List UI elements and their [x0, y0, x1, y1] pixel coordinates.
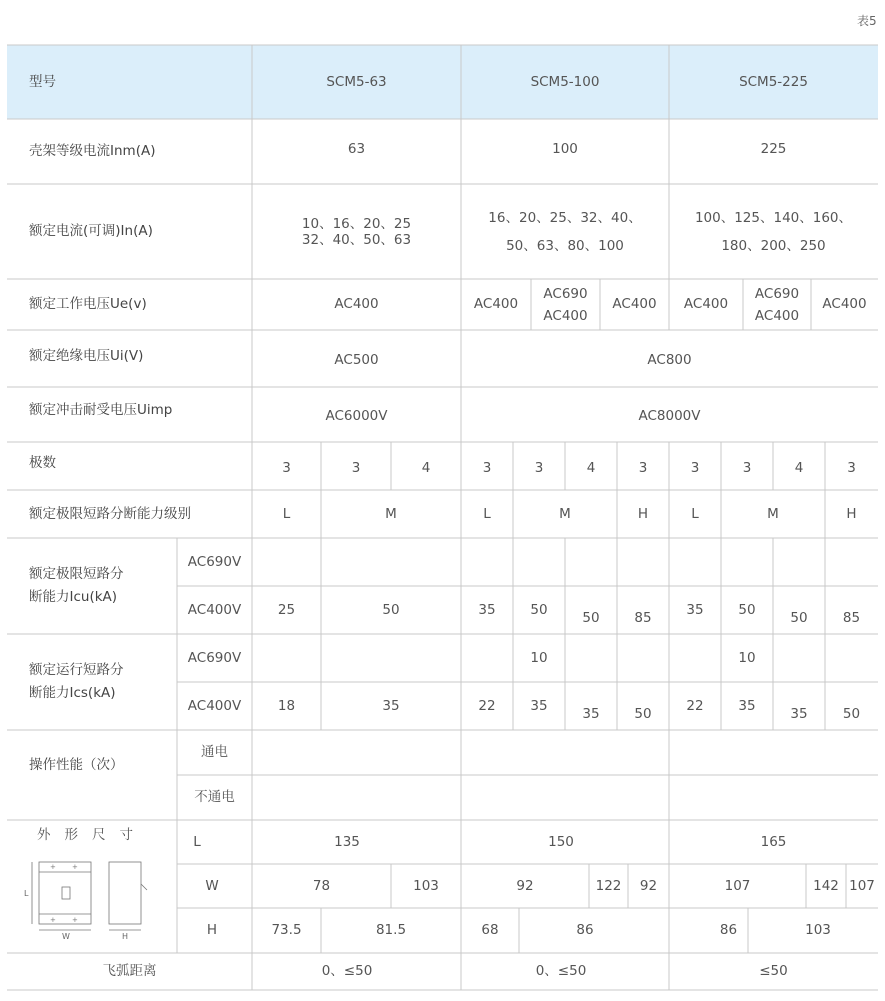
dim-h-cell: 86 — [719, 922, 738, 938]
model-scm5-63: SCM5-63 — [326, 73, 387, 90]
dim-l-63: 135 — [334, 833, 360, 850]
rated-current-225-line1: 100、125、140、160、 — [694, 209, 853, 226]
ics-ac400-cell: 35 — [382, 697, 400, 714]
arc-distance-63: 0、≤50 — [321, 963, 373, 979]
arc-distance-label: 飞弧距离 — [102, 963, 157, 979]
ics-label — [7, 634, 177, 730]
poles-cell: 4 — [421, 459, 431, 476]
diagram-label-h: H — [122, 932, 129, 941]
svg-text:+: + — [72, 863, 78, 871]
icu-sub-ac690: AC690V — [187, 553, 242, 570]
icu-ac400-cell: 85 — [842, 609, 861, 626]
breaking-level-cell: H — [637, 505, 649, 522]
dim-w-cell: 107 — [724, 877, 751, 894]
ics-ac690-cell: 10 — [738, 649, 756, 666]
breaking-level-label: 额定极限短路分断能力级别 — [29, 505, 191, 522]
dim-w-cell: 78 — [312, 877, 331, 894]
dim-l-225: 165 — [760, 833, 787, 850]
operation-sub-powered: 通电 — [201, 744, 228, 760]
working-voltage-225-b2: AC400 — [754, 307, 800, 324]
frame-current-label: 壳架等级电流Inm(A) — [29, 143, 156, 159]
dim-w-cell: 103 — [413, 877, 439, 894]
icu-ac400-cell: 85 — [634, 609, 652, 626]
icu-ac400-cell: 50 — [790, 609, 808, 626]
icu-label-line2: 断能力Icu(kA) — [29, 589, 118, 605]
breaking-level-cell: L — [691, 505, 699, 522]
svg-text:+: + — [50, 916, 56, 924]
arc-distance-225: ≤50 — [759, 963, 788, 979]
breaking-level-cell: M — [559, 505, 571, 522]
svg-text:+: + — [50, 863, 56, 871]
operation-label: 操作性能（次） — [29, 756, 124, 773]
rated-current-225-line2: 180、200、250 — [721, 237, 826, 254]
breaking-level-cell: M — [385, 505, 397, 522]
dim-h-cell: 68 — [481, 922, 499, 938]
model-label: 型号 — [29, 73, 56, 90]
working-voltage-225-b1: AC690 — [754, 285, 800, 302]
poles-cell: 3 — [847, 459, 856, 476]
dim-w-cell: 122 — [595, 877, 622, 894]
icu-ac400-cell: 35 — [478, 601, 496, 618]
poles-cell: 4 — [794, 459, 804, 476]
working-voltage-100-b — [531, 279, 600, 330]
working-voltage-225-c: AC400 — [822, 296, 867, 312]
ics-label-line2: 断能力Ics(kA) — [29, 685, 116, 701]
icu-sub-ac400: AC400V — [187, 601, 242, 618]
dim-w-cell: 107 — [849, 877, 875, 894]
arc-distance-100: 0、≤50 — [535, 963, 587, 979]
diagram-label-l: L — [24, 889, 29, 898]
poles-label: 极数 — [29, 454, 56, 471]
working-voltage-100-b1: AC690 — [543, 285, 588, 302]
dim-w-cell: 142 — [813, 877, 839, 894]
ics-ac400-cell: 50 — [842, 705, 861, 722]
ics-ac400-cell: 50 — [634, 705, 652, 722]
frame-current-63: 63 — [347, 140, 366, 157]
dim-h-cell: 73.5 — [271, 922, 302, 938]
poles-cell: 3 — [482, 459, 492, 476]
dimensions-sub-l: L — [193, 833, 201, 850]
ics-ac400-cell: 35 — [582, 705, 600, 722]
poles-cell: 3 — [690, 459, 700, 476]
icu-label — [7, 538, 177, 634]
impulse-voltage-label: 额定冲击耐受电压Uimp — [29, 401, 173, 418]
model-scm5-225: SCM5-225 — [739, 73, 808, 90]
rated-current-100-line2: 50、63、80、100 — [506, 237, 624, 254]
dim-h-cell: 103 — [805, 922, 831, 938]
dim-h-cell: 86 — [576, 922, 594, 938]
icu-ac400-cell: 50 — [738, 601, 756, 618]
working-voltage-63: AC400 — [334, 296, 379, 312]
rated-current-100 — [461, 184, 669, 279]
table-number: 表5 — [857, 14, 877, 28]
ics-sub-ac400: AC400V — [187, 697, 242, 714]
frame-current-100: 100 — [552, 140, 578, 157]
insulation-voltage-label: 额定绝缘电压Ui(V) — [29, 347, 144, 364]
icu-ac400-cell: 35 — [686, 601, 704, 618]
poles-cell: 3 — [534, 459, 544, 476]
working-voltage-label: 额定工作电压Ue(v) — [29, 296, 147, 312]
dimensions-sub-h: H — [206, 922, 218, 938]
ics-ac400-cell: 22 — [478, 697, 496, 714]
operation-sub-unpowered: 不通电 — [194, 789, 235, 805]
breaking-level-cell: L — [282, 505, 291, 522]
rated-current-63-line2: 32、40、50、63 — [301, 231, 412, 248]
poles-cell: 3 — [742, 459, 752, 476]
working-voltage-100-a: AC400 — [473, 296, 519, 312]
working-voltage-225-b — [743, 279, 811, 330]
dim-h-cell: 81.5 — [375, 922, 407, 938]
ics-ac400-cell: 35 — [790, 705, 808, 722]
icu-ac400-cell: 50 — [530, 601, 548, 618]
dim-l-100: 150 — [548, 833, 574, 850]
diagram-label-w: W — [62, 932, 70, 941]
insulation-voltage-63: AC500 — [334, 352, 379, 368]
rated-current-100-line1: 16、20、25、32、40、 — [488, 209, 642, 226]
frame-current-225: 225 — [760, 140, 787, 157]
icu-ac400-cell: 50 — [582, 609, 600, 626]
breaker-outline-diagram — [14, 854, 164, 944]
breaking-level-cell: H — [846, 505, 857, 522]
ics-ac690-cell: 10 — [530, 649, 548, 666]
ics-ac400-cell: 35 — [530, 697, 548, 714]
breaking-level-cell: L — [483, 505, 491, 522]
icu-label-line1: 额定极限短路分 — [29, 566, 124, 582]
svg-text:+: + — [72, 916, 78, 924]
ics-ac400-cell: 22 — [686, 697, 704, 714]
poles-cell: 3 — [638, 459, 648, 476]
icu-ac400-cell: 50 — [382, 601, 400, 618]
ics-sub-ac690: AC690V — [187, 649, 242, 666]
impulse-voltage-other: AC8000V — [638, 408, 701, 424]
working-voltage-225-a: AC400 — [683, 296, 729, 312]
ics-ac400-cell: 35 — [738, 697, 756, 714]
dim-w-cell: 92 — [516, 877, 534, 894]
rated-current-63 — [252, 184, 461, 279]
impulse-voltage-63: AC6000V — [325, 408, 388, 424]
dimensions-label: 外形尺寸 — [37, 826, 147, 843]
model-scm5-100: SCM5-100 — [530, 73, 600, 90]
working-voltage-100-c: AC400 — [612, 296, 657, 312]
poles-cell: 4 — [586, 459, 596, 476]
breaking-level-cell: M — [767, 505, 779, 522]
working-voltage-100-b2: AC400 — [543, 307, 588, 324]
ics-ac400-cell: 18 — [277, 697, 296, 714]
rated-current-label: 额定电流(可调)In(A) — [29, 223, 153, 239]
dim-w-cell: 92 — [639, 877, 658, 894]
poles-cell: 3 — [282, 459, 291, 476]
icu-ac400-cell: 25 — [277, 601, 296, 618]
poles-cell: 3 — [351, 459, 361, 476]
rated-current-225 — [669, 184, 878, 279]
ics-label-line1: 额定运行短路分 — [29, 662, 124, 678]
insulation-voltage-other: AC800 — [647, 352, 692, 368]
dimensions-sub-w: W — [205, 877, 219, 894]
rated-current-63-line1: 10、16、20、25 — [301, 215, 412, 232]
